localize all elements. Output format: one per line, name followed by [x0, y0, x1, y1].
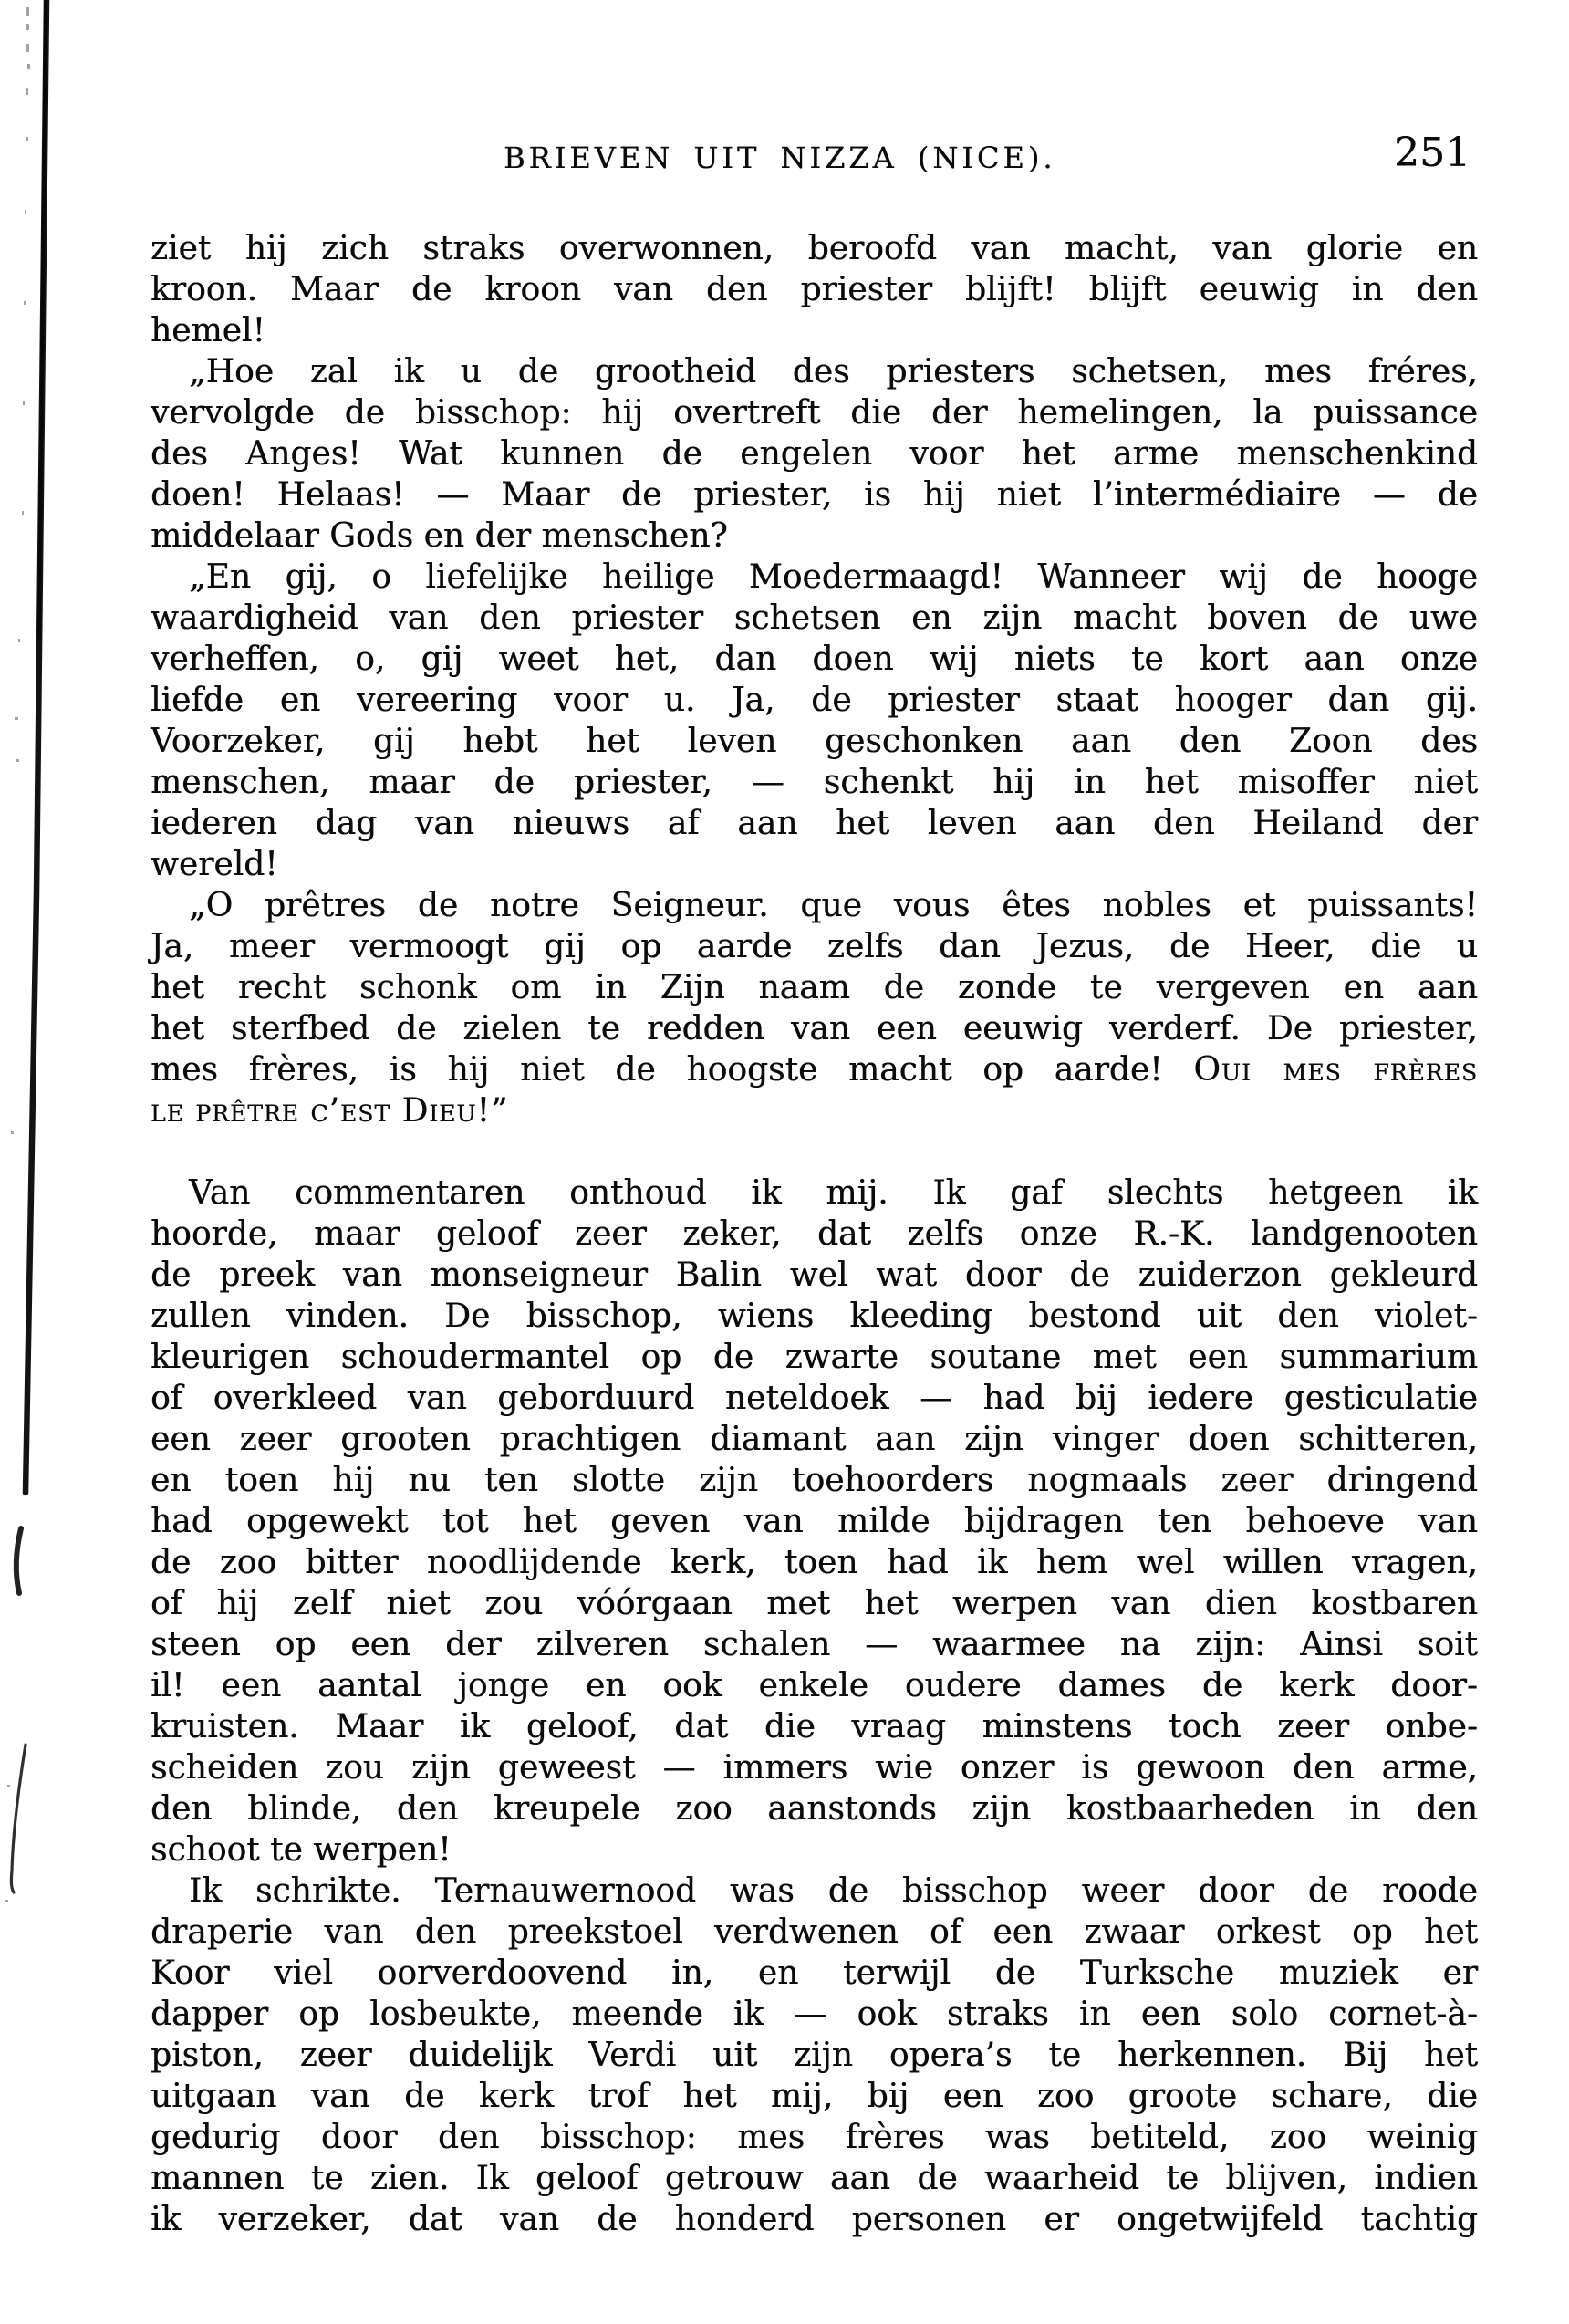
text-line: kruisten. Maar ik geloof, dat die vraag minstens toch zeer onbe- — [151, 1708, 1478, 1746]
text-line: „O prêtres de notre Seigneur. que vous êtes nobles et puissants! — [189, 887, 1478, 924]
binding-edge-line-thick — [39, 0, 46, 639]
text-line: de zoo bitter noodlijdende kerk, toen had ik hem wel willen vragen, — [151, 1544, 1478, 1581]
text-line: vervolgde de bisschop: hij overtreft die der hemelingen, la puissance — [151, 394, 1478, 432]
text-line: mes frères, is hij niet de hoogste macht op aarde! Oui mes frères — [151, 1051, 1479, 1089]
text-line: een zeer grooten prachtigen diamant aan zijn vinger doen schitteren, — [151, 1421, 1478, 1458]
text-line: ziet hij zich straks overwonnen, beroofd van macht, van glorie en — [151, 230, 1478, 267]
text-line: verheffen, o, gij weet het, dan doen wij niets te kort aan onze — [151, 641, 1478, 678]
text-line: den blinde, den kreupele zoo aanstonds zijn kostbaarheden in den — [151, 1790, 1478, 1828]
text-line: wereld! — [151, 846, 278, 883]
text-line: kleurigen schoudermantel op de zwarte soutane met een summarium — [151, 1339, 1478, 1376]
text-line: ik verzeker, dat van de honderd personen er ongetwijfeld tachtig — [151, 2201, 1478, 2238]
text-line: hemel! — [151, 312, 265, 349]
text-line: „En gij, o liefelijke heilige Moedermaagd! Wanneer wij de hooge — [189, 558, 1478, 596]
text-line: des Anges! Wat kunnen de engelen voor het arme menschenkind — [151, 435, 1478, 473]
text-line: „Hoe zal ik u de grootheid des priesters schetsen, mes fréres, — [189, 353, 1478, 391]
text-line: de preek van monseigneur Balin wel wat door de zuiderzon gekleurd — [151, 1256, 1478, 1294]
paragraph — [151, 351, 1478, 557]
scan-scratch-small — [16, 1528, 21, 1593]
text-line: of overkleed van geborduurd neteldoek — had bij iedere gesticulatie — [151, 1380, 1478, 1417]
text-line: uitgaan van de kerk trof het mij, bij een zoo groote schare, die — [151, 2078, 1478, 2115]
text-line: Van commentaren onthoud ik mij. Ik gaf slechts hetgeen ik — [189, 1174, 1478, 1212]
text-line: il! een aantal jonge en ook enkele oudere dames de kerk door- — [151, 1667, 1478, 1704]
paragraph — [151, 557, 1478, 885]
text-line: Koor viel oorverdoovend in, en terwijl de Turksche muziek er — [151, 1954, 1478, 1992]
text-line: waardigheid van den priester schetsen en zijn macht boven de uwe — [151, 599, 1478, 637]
text-line: middelaar Gods en der menschen? — [151, 517, 728, 555]
text-line: iederen dag van nieuws af aan het leven aan den Heiland der — [151, 805, 1478, 842]
text-line: liefde en vereering voor u. Ja, de priester staat hooger dan gij. — [151, 682, 1478, 719]
paragraph — [151, 228, 1478, 351]
page-number: 251 — [1394, 130, 1470, 176]
text-line: steen op een der zilveren schalen — waarmee na zijn: Ainsi soit — [151, 1626, 1478, 1663]
text-line: draperie van den preekstoel verdwenen of een zwaar orkest op het — [151, 1913, 1478, 1951]
paragraph — [151, 885, 1478, 1131]
text-line: of hij zelf niet zou vóórgaan met het werpen van dien kostbaren — [151, 1585, 1478, 1622]
text-line: scheiden zou zijn geweest — immers wie onzer is gewoon den arme, — [151, 1749, 1478, 1787]
text-line — [151, 1090, 1478, 1131]
text-line: doen! Helaas! — Maar de priester, is hij niet l’intermédiaire — de — [151, 476, 1478, 514]
text-line: hoorde, maar geloof zeer zeker, dat zelfs onze R.-K. landgenooten — [151, 1215, 1478, 1253]
small-caps-text: le prêtre c’est Dieu!” — [151, 1092, 509, 1130]
binding-edge-line — [26, 0, 47, 1493]
text-line: dapper op losbeukte, meende ik — ook straks in een solo cornet-à- — [151, 1996, 1478, 2033]
text-line: menschen, maar de priester, — schenkt hij in het misoffer niet — [151, 764, 1478, 801]
text-line: Ik schrikte. Ternauwernood was de bisschop weer door de roode — [189, 1872, 1478, 1910]
page-header — [0, 130, 1569, 190]
text-line: zullen vinden. De bisschop, wiens kleeding bestond uit den violet- — [151, 1297, 1478, 1335]
text-line: en toen hij nu ten slotte zijn toehoorders nogmaals zeer dringend — [151, 1462, 1478, 1499]
paragraph — [151, 1871, 1478, 2240]
scan-noise-marks — [5, 7, 30, 1902]
text-line: mannen te zien. Ik geloof getrouw aan de waarheid te blijven, indien — [151, 2160, 1478, 2197]
running-head-title: BRIEVEN UIT NIZZA (NICE). — [504, 141, 1056, 175]
text-line: Voorzeker, gij hebt het leven geschonken aan den Zoon des — [151, 723, 1478, 760]
page-body — [151, 228, 1478, 2240]
text-line: piston, zeer duidelijk Verdi uit zijn opera’s te herkennen. Bij het — [151, 2037, 1478, 2074]
text-line: gedurig door den bisschop: mes frères was betiteld, zoo weinig — [151, 2119, 1478, 2156]
text-line: het sterfbed de zielen te redden van een eeuwig verderf. De priester, — [151, 1010, 1478, 1047]
text-line: Ja, meer vermoogt gij op aarde zelfs dan Jezus, de Heer, die u — [151, 928, 1478, 965]
paragraph — [151, 1172, 1478, 1871]
text-line: kroon. Maar de kroon van den priester blijft! blijft eeuwig in den — [151, 271, 1478, 308]
text-line: had opgewekt tot het geven van milde bijdragen ten behoeve van — [151, 1503, 1478, 1540]
small-caps-text: Oui mes frères — [1193, 1051, 1479, 1089]
scan-scratch-long — [11, 1745, 26, 1892]
text-line: het recht schonk om in Zijn naam de zonde te vergeven en aan — [151, 969, 1478, 1006]
text-line: schoot te werpen! — [151, 1831, 452, 1869]
